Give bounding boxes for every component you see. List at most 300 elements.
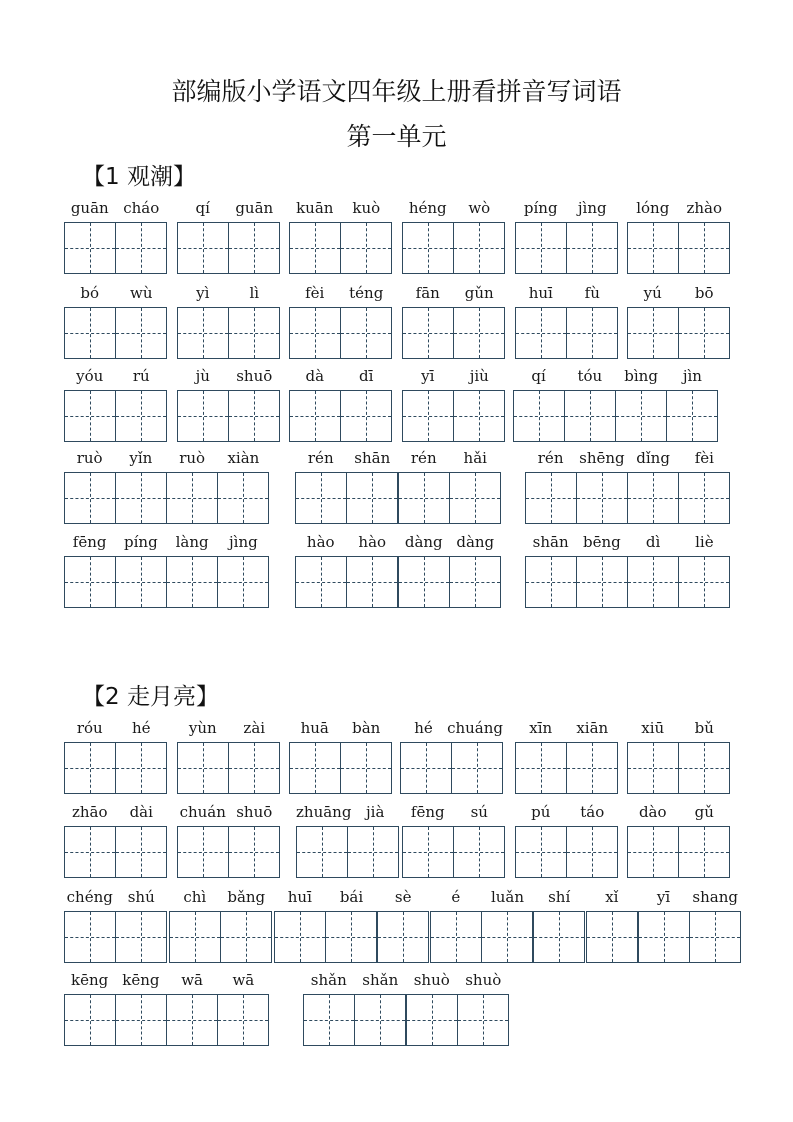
tianzige-row — [177, 826, 280, 878]
tianzige-row — [402, 307, 505, 359]
writing-cell[interactable] — [567, 223, 618, 273]
writing-cell[interactable] — [348, 827, 399, 877]
pinyin-syllable: é — [451, 888, 461, 906]
writing-cell[interactable] — [679, 308, 730, 358]
pinyin-syllable: bìng — [624, 367, 658, 385]
writing-cell[interactable] — [65, 391, 116, 441]
writing-cell[interactable] — [116, 827, 167, 877]
pinyin-label — [515, 803, 618, 821]
tianzige-row — [64, 911, 167, 963]
pinyin-syllable: yì — [196, 284, 210, 302]
writing-cell[interactable] — [355, 995, 407, 1045]
writing-cell[interactable] — [326, 912, 378, 962]
writing-cell[interactable] — [116, 557, 167, 607]
writing-cell[interactable] — [341, 743, 392, 793]
writing-cell[interactable] — [577, 557, 628, 607]
pinyin-syllable: fān — [415, 284, 440, 302]
writing-cell[interactable] — [65, 995, 116, 1045]
tianzige-row — [515, 222, 618, 274]
writing-cell[interactable] — [347, 557, 399, 607]
tianzige-row — [64, 472, 269, 524]
pinyin-syllable: huā — [300, 719, 329, 737]
writing-cell[interactable] — [296, 557, 347, 607]
writing-cell[interactable] — [178, 223, 229, 273]
pinyin-syllable: hǎi — [463, 449, 487, 467]
tianzige-row — [177, 307, 280, 359]
writing-cell[interactable] — [290, 743, 341, 793]
pinyin-syllable: shǎn — [362, 971, 399, 989]
writing-cell[interactable] — [399, 473, 450, 523]
writing-cell[interactable] — [679, 743, 730, 793]
pinyin-syllable: wù — [130, 284, 153, 302]
pinyin-syllable: shuò — [465, 971, 502, 989]
writing-cell[interactable] — [567, 827, 618, 877]
writing-cell[interactable] — [679, 827, 730, 877]
writing-cell[interactable] — [452, 743, 503, 793]
pinyin-syllable: chéng — [66, 888, 113, 906]
pinyin-syllable: huī — [287, 888, 312, 906]
writing-cell[interactable] — [229, 391, 280, 441]
lesson-heading-2: 【2 走月亮】 — [82, 684, 219, 710]
pinyin-syllable: zài — [243, 719, 266, 737]
pinyin-label — [515, 199, 618, 217]
writing-cell[interactable] — [218, 557, 269, 607]
pinyin-syllable: bǎng — [227, 888, 266, 906]
pinyin-syllable: bō — [694, 284, 714, 302]
writing-cell[interactable] — [218, 473, 269, 523]
word-writing-grid — [177, 719, 280, 794]
pinyin-syllable: zhāo — [71, 803, 108, 821]
writing-cell[interactable] — [296, 473, 347, 523]
word-writing-grid — [274, 888, 429, 963]
pinyin-syllable: jìng — [577, 199, 607, 217]
word-writing-grid — [627, 803, 730, 878]
pinyin-syllable: píng — [124, 533, 158, 551]
pinyin-syllable: bēng — [583, 533, 621, 551]
writing-cell[interactable] — [167, 473, 218, 523]
pinyin-syllable: shān — [532, 533, 569, 551]
pinyin-syllable: gǔn — [464, 284, 494, 302]
pinyin-label — [274, 888, 429, 906]
word-writing-grid — [289, 719, 392, 794]
pinyin-syllable: shuò — [413, 971, 450, 989]
writing-cell[interactable] — [458, 995, 509, 1045]
writing-cell[interactable] — [628, 827, 679, 877]
pinyin-syllable: kuān — [296, 199, 334, 217]
pinyin-syllable: kuò — [352, 199, 381, 217]
pinyin-syllable: bàn — [352, 719, 381, 737]
writing-cell[interactable] — [341, 391, 392, 441]
writing-cell[interactable] — [401, 743, 452, 793]
word-writing-grid — [289, 284, 392, 359]
pinyin-syllable: pú — [531, 803, 551, 821]
word-writing-grid — [513, 367, 718, 442]
writing-cell[interactable] — [679, 473, 730, 523]
pinyin-label — [627, 803, 730, 821]
writing-cell[interactable] — [628, 223, 679, 273]
word-writing-grid — [400, 719, 503, 794]
writing-cell[interactable] — [403, 223, 454, 273]
writing-cell[interactable] — [170, 912, 221, 962]
word-writing-grid — [402, 803, 505, 878]
writing-cell[interactable] — [403, 308, 454, 358]
writing-cell[interactable] — [116, 308, 167, 358]
pinyin-syllable: shǎn — [310, 971, 347, 989]
pinyin-syllable: shang — [692, 888, 738, 906]
pinyin-label — [64, 533, 269, 551]
pinyin-syllable: liè — [695, 533, 714, 551]
pinyin-label — [295, 533, 501, 551]
pinyin-syllable: bó — [80, 284, 100, 302]
pinyin-syllable: jìn — [682, 367, 702, 385]
writing-cell[interactable] — [526, 557, 577, 607]
pinyin-syllable: xiān — [576, 719, 609, 737]
writing-cell[interactable] — [116, 995, 167, 1045]
writing-cell[interactable] — [577, 473, 628, 523]
writing-cell[interactable] — [454, 391, 505, 441]
pinyin-syllable: wā — [232, 971, 255, 989]
pinyin-label — [64, 719, 167, 737]
pinyin-syllable: rén — [537, 449, 564, 467]
tianzige-row — [64, 826, 167, 878]
word-writing-grid — [295, 449, 501, 524]
word-writing-grid — [64, 971, 269, 1046]
pinyin-syllable: dài — [129, 803, 153, 821]
writing-cell[interactable] — [65, 223, 116, 273]
pinyin-label — [525, 449, 730, 467]
pinyin-label — [64, 888, 167, 906]
pinyin-label — [402, 284, 505, 302]
pinyin-syllable: fèi — [694, 449, 714, 467]
pinyin-syllable: yǐn — [129, 449, 153, 467]
pinyin-syllable: chì — [183, 888, 207, 906]
word-writing-grid — [289, 367, 392, 442]
tianzige-row — [515, 742, 618, 794]
writing-cell[interactable] — [516, 308, 567, 358]
writing-cell[interactable] — [431, 912, 482, 962]
pinyin-label — [400, 719, 503, 737]
pinyin-syllable: yī — [421, 367, 435, 385]
word-writing-grid — [177, 284, 280, 359]
writing-cell[interactable] — [116, 473, 167, 523]
pinyin-syllable: làng — [175, 533, 209, 551]
pinyin-syllable: yú — [643, 284, 662, 302]
pinyin-label — [64, 367, 167, 385]
pinyin-syllable: shí — [548, 888, 571, 906]
tianzige-row — [64, 556, 269, 608]
writing-cell[interactable] — [178, 391, 229, 441]
writing-cell[interactable] — [450, 557, 501, 607]
pinyin-label — [513, 367, 718, 385]
pinyin-label — [295, 449, 501, 467]
pinyin-syllable: dǐng — [636, 449, 670, 467]
word-writing-grid — [64, 199, 167, 274]
pinyin-label — [525, 533, 730, 551]
pinyin-syllable: xiàn — [227, 449, 260, 467]
tianzige-row — [525, 472, 730, 524]
pinyin-syllable: rú — [132, 367, 150, 385]
writing-cell[interactable] — [399, 557, 450, 607]
pinyin-syllable: táo — [580, 803, 605, 821]
writing-cell[interactable] — [275, 912, 326, 962]
tianzige-row — [64, 994, 269, 1046]
pinyin-label — [627, 719, 730, 737]
writing-cell[interactable] — [516, 827, 567, 877]
pinyin-syllable: bǔ — [694, 719, 714, 737]
pinyin-syllable: ruò — [76, 449, 103, 467]
pinyin-syllable: shuō — [236, 803, 273, 821]
pinyin-label — [289, 367, 392, 385]
writing-cell[interactable] — [482, 912, 534, 962]
tianzige-row — [289, 222, 392, 274]
writing-cell[interactable] — [218, 995, 269, 1045]
pinyin-label — [177, 367, 280, 385]
pinyin-syllable: yóu — [76, 367, 104, 385]
tianzige-row — [177, 222, 280, 274]
writing-cell[interactable] — [454, 223, 505, 273]
pinyin-syllable: rén — [307, 449, 334, 467]
pinyin-label — [430, 888, 585, 906]
writing-cell[interactable] — [221, 912, 272, 962]
writing-cell[interactable] — [290, 308, 341, 358]
tianzige-row — [627, 307, 730, 359]
word-writing-grid — [627, 199, 730, 274]
writing-cell[interactable] — [628, 743, 679, 793]
writing-cell[interactable] — [403, 827, 454, 877]
writing-cell[interactable] — [514, 391, 565, 441]
word-writing-grid — [402, 367, 505, 442]
pinyin-label — [177, 803, 280, 821]
word-writing-grid — [303, 971, 509, 1046]
pinyin-syllable: jià — [366, 803, 385, 821]
pinyin-label — [627, 199, 730, 217]
pinyin-syllable: xǐ — [605, 888, 619, 906]
pinyin-label — [586, 888, 741, 906]
pinyin-label — [64, 199, 167, 217]
pinyin-label — [177, 199, 280, 217]
pinyin-syllable: hé — [131, 719, 151, 737]
pinyin-syllable: kēng — [71, 971, 109, 989]
tianzige-row — [64, 742, 167, 794]
word-writing-grid — [525, 533, 730, 608]
writing-cell[interactable] — [229, 223, 280, 273]
writing-cell[interactable] — [65, 912, 116, 962]
pinyin-syllable: dà — [305, 367, 325, 385]
pinyin-label — [402, 199, 505, 217]
writing-cell[interactable] — [178, 308, 229, 358]
pinyin-syllable: zhuāng — [296, 803, 352, 821]
pinyin-syllable: yī — [656, 888, 671, 906]
tianzige-row — [400, 742, 503, 794]
writing-cell[interactable] — [567, 743, 618, 793]
pinyin-syllable: huī — [528, 284, 553, 302]
writing-cell[interactable] — [65, 827, 116, 877]
tianzige-row — [64, 222, 167, 274]
writing-cell[interactable] — [65, 473, 116, 523]
pinyin-syllable: shēng — [579, 449, 625, 467]
pinyin-label — [64, 803, 167, 821]
writing-cell[interactable] — [403, 391, 454, 441]
writing-cell[interactable] — [587, 912, 639, 962]
word-writing-grid — [586, 888, 741, 963]
writing-cell[interactable] — [341, 308, 392, 358]
pinyin-syllable: fēng — [72, 533, 107, 551]
writing-cell[interactable] — [290, 223, 341, 273]
writing-cell[interactable] — [178, 743, 229, 793]
writing-cell[interactable] — [407, 995, 458, 1045]
pinyin-syllable: dào — [638, 803, 667, 821]
writing-cell[interactable] — [229, 827, 280, 877]
writing-cell[interactable] — [65, 743, 116, 793]
writing-cell[interactable] — [65, 308, 116, 358]
writing-cell[interactable] — [229, 308, 280, 358]
word-writing-grid — [525, 449, 730, 524]
writing-cell[interactable] — [534, 912, 585, 962]
pinyin-label — [64, 971, 269, 989]
word-writing-grid — [627, 719, 730, 794]
writing-cell[interactable] — [116, 223, 167, 273]
word-writing-grid — [402, 284, 505, 359]
pinyin-syllable: dì — [645, 533, 661, 551]
writing-cell[interactable] — [341, 223, 392, 273]
pinyin-syllable: chuán — [179, 803, 226, 821]
word-writing-grid — [515, 719, 618, 794]
pinyin-label — [627, 284, 730, 302]
writing-cell[interactable] — [304, 995, 355, 1045]
word-writing-grid — [64, 719, 167, 794]
tianzige-row — [627, 222, 730, 274]
writing-cell[interactable] — [116, 391, 167, 441]
pinyin-syllable: shān — [354, 449, 391, 467]
word-writing-grid — [169, 888, 272, 963]
writing-cell[interactable] — [229, 743, 280, 793]
pinyin-syllable: wò — [468, 199, 491, 217]
writing-cell[interactable] — [297, 827, 348, 877]
pinyin-label — [289, 199, 392, 217]
pinyin-syllable: qí — [195, 199, 210, 217]
pinyin-syllable: héng — [408, 199, 447, 217]
tianzige-row — [515, 826, 618, 878]
tianzige-row — [289, 307, 392, 359]
tianzige-row — [515, 307, 618, 359]
writing-cell[interactable] — [516, 223, 567, 273]
writing-cell[interactable] — [378, 912, 429, 962]
writing-cell[interactable] — [690, 912, 741, 962]
pinyin-label — [289, 284, 392, 302]
pinyin-syllable: wā — [181, 971, 204, 989]
tianzige-row — [64, 307, 167, 359]
tianzige-row — [295, 556, 501, 608]
pinyin-syllable: dàng — [404, 533, 443, 551]
writing-cell[interactable] — [526, 473, 577, 523]
tianzige-row — [402, 826, 505, 878]
writing-cell[interactable] — [454, 308, 505, 358]
tianzige-row — [177, 742, 280, 794]
word-writing-grid — [64, 449, 269, 524]
pinyin-syllable: hào — [306, 533, 335, 551]
pinyin-syllable: guān — [70, 199, 109, 217]
pinyin-syllable: xīn — [529, 719, 553, 737]
writing-cell[interactable] — [628, 473, 679, 523]
writing-cell[interactable] — [167, 995, 218, 1045]
writing-cell[interactable] — [679, 557, 730, 607]
pinyin-syllable: ruò — [179, 449, 206, 467]
pinyin-label — [64, 284, 167, 302]
pinyin-syllable: píng — [523, 199, 558, 217]
tianzige-row — [64, 390, 167, 442]
tianzige-row — [289, 742, 392, 794]
pinyin-syllable: luǎn — [490, 888, 525, 906]
writing-cell[interactable] — [616, 391, 667, 441]
word-writing-grid — [515, 199, 618, 274]
pinyin-syllable: jìng — [229, 533, 258, 551]
word-writing-grid — [402, 199, 505, 274]
writing-cell[interactable] — [565, 391, 616, 441]
pinyin-label — [402, 803, 505, 821]
lesson-heading-1: 【1 观潮】 — [82, 164, 196, 190]
pinyin-syllable: lóng — [636, 199, 670, 217]
writing-cell[interactable] — [178, 827, 229, 877]
page-title: 部编版小学语文四年级上册看拼音写词语 — [171, 77, 622, 106]
pinyin-syllable: kēng — [122, 971, 160, 989]
pinyin-label — [515, 719, 618, 737]
word-writing-grid — [430, 888, 585, 963]
writing-cell[interactable] — [639, 912, 690, 962]
word-writing-grid — [64, 888, 167, 963]
pinyin-label — [515, 284, 618, 302]
writing-cell[interactable] — [450, 473, 501, 523]
word-writing-grid — [627, 284, 730, 359]
pinyin-syllable: bái — [339, 888, 364, 906]
word-writing-grid — [177, 199, 280, 274]
pinyin-syllable: téng — [349, 284, 384, 302]
tianzige-row — [586, 911, 741, 963]
word-writing-grid — [515, 803, 618, 878]
writing-cell[interactable] — [65, 557, 116, 607]
pinyin-label — [64, 449, 269, 467]
word-writing-grid — [177, 367, 280, 442]
pinyin-label — [296, 803, 399, 821]
writing-cell[interactable] — [116, 743, 167, 793]
writing-cell[interactable] — [454, 827, 505, 877]
pinyin-syllable: róu — [76, 719, 103, 737]
writing-cell[interactable] — [628, 557, 679, 607]
pinyin-syllable: lì — [249, 284, 260, 302]
writing-cell[interactable] — [290, 391, 341, 441]
writing-cell[interactable] — [667, 391, 718, 441]
tianzige-row — [402, 390, 505, 442]
pinyin-syllable: dī — [359, 367, 374, 385]
pinyin-syllable: tóu — [577, 367, 603, 385]
pinyin-syllable: hào — [358, 533, 387, 551]
writing-cell[interactable] — [116, 912, 167, 962]
pinyin-label — [169, 888, 272, 906]
pinyin-syllable: yùn — [188, 719, 217, 737]
writing-cell[interactable] — [516, 743, 567, 793]
writing-cell[interactable] — [167, 557, 218, 607]
pinyin-syllable: jù — [195, 367, 210, 385]
word-writing-grid — [64, 533, 269, 608]
tianzige-row — [430, 911, 585, 963]
tianzige-row — [177, 390, 280, 442]
writing-cell[interactable] — [679, 223, 730, 273]
word-writing-grid — [295, 533, 501, 608]
pinyin-syllable: hé — [414, 719, 433, 737]
writing-cell[interactable] — [628, 308, 679, 358]
tianzige-row — [402, 222, 505, 274]
writing-cell[interactable] — [567, 308, 618, 358]
writing-cell[interactable] — [347, 473, 399, 523]
